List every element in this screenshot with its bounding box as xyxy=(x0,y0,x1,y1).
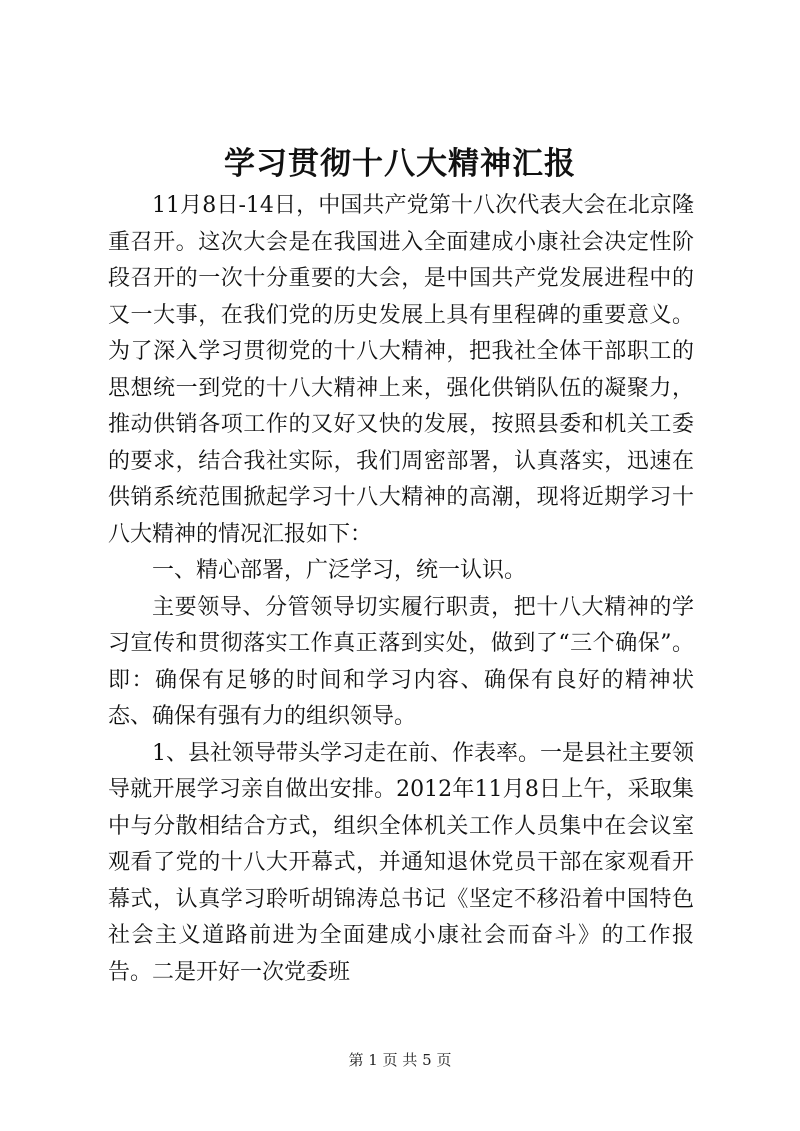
page-footer: 第 1 页 共 5 页 xyxy=(348,1051,452,1069)
document-title: 学习贯彻十八大精神汇报 xyxy=(224,146,576,182)
section-heading-1: 一、精心部署，广泛学习，统一认识。 xyxy=(152,558,527,583)
document-body xyxy=(108,188,694,991)
paragraph-responsibilities: 主要领导、分管领导切实履行职责，把十八大精神的学习宣传和贯彻落实工作真正落到实处，做到了“三个确保”。即：确保有足够的时间和学习内容、确保有良好的精神状态、确保有强有力的组织领导。 xyxy=(108,594,694,729)
paragraph-leadership-study: 1、县社领导带头学习走在前、作表率。一是县社主要领导就开展学习亲自做出安排。2012年11月8日上午，采取集中与分散相结合方式，组织全体机关工作人员集中在会议室观看了党的十八大开幕式，并通知退休党员干部在家观看开幕式，认真学习聆听胡锦涛总书记《坚定不移沿着中国特色社会主义道路前进为全面建成小康社会而奋斗》的工作报告。二是开好一次党委班 xyxy=(108,740,694,985)
paragraph-intro: 11月8日-14日，中国共产党第十八次代表大会在北京隆重召开。这次大会是在我国进入全面建成小康社会决定性阶段召开的一次十分重要的大会，是中国共产党发展进程中的又一大事，在我们党的历史发展上具有里程碑的重要意义。为了深入学习贯彻党的十八大精神，把我社全体干部职工的思想统一到党的十八大精神上来，强化供销队伍的凝聚力，推动供销各项工作的又好又快的发展，按照县委和机关工委的要求，结合我社实际，我们周密部署，认真落实，迅速在供销系统范围掀起学习十八大精神的高潮，现将近期学习十八大精神的情况汇报如下： xyxy=(108,193,694,547)
